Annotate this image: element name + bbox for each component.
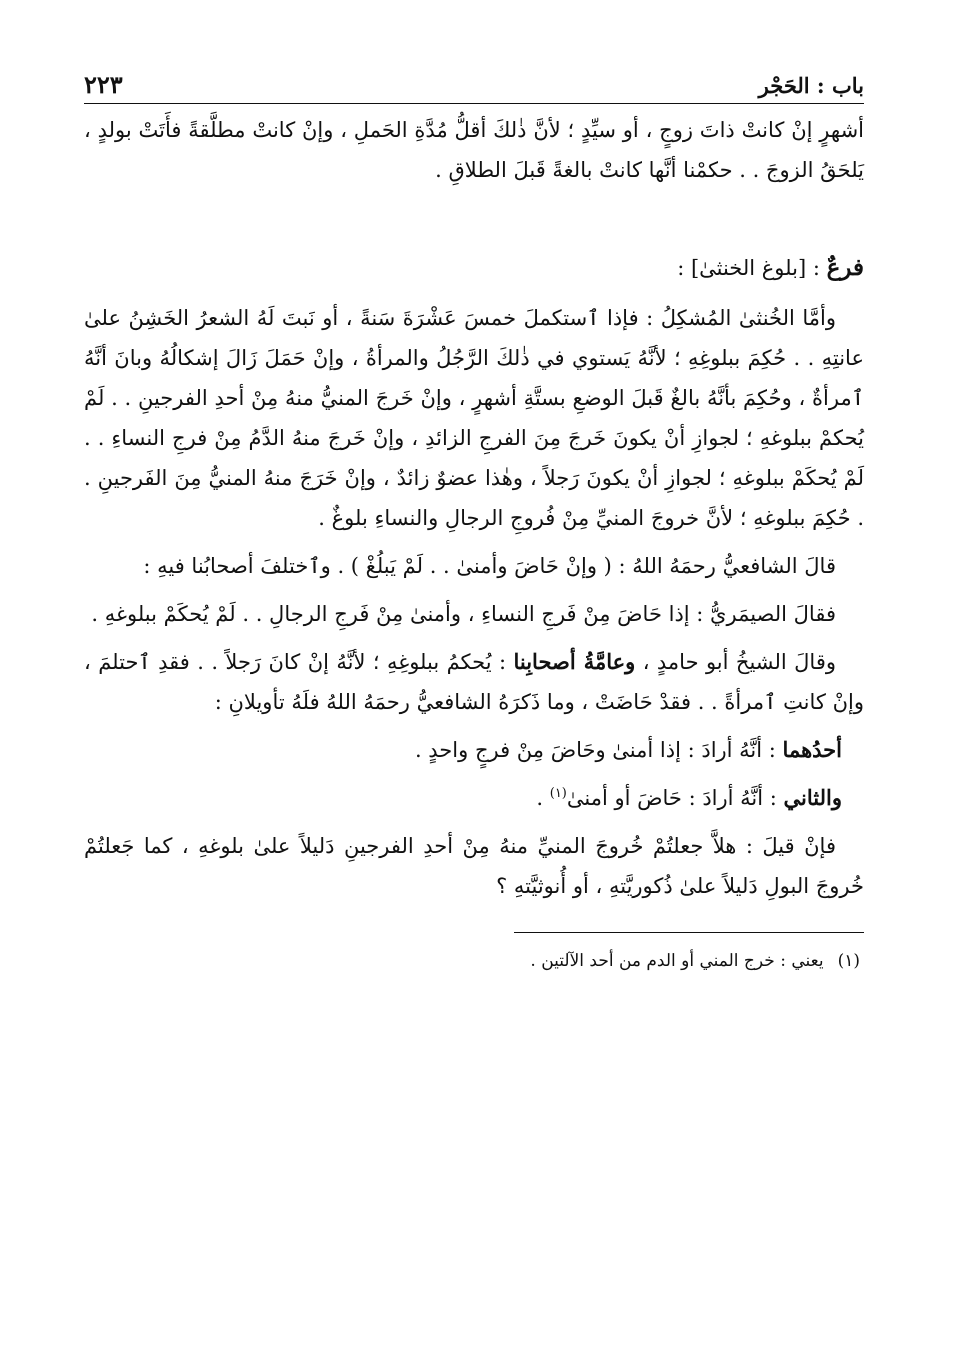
section-heading [84, 248, 864, 288]
main-text [84, 110, 864, 906]
interpretation-second-text: : أنَّهُ أرادَ : حَاضَ أو أمنىٰ [566, 786, 784, 810]
chapter-title: باب : الحَجْر [758, 73, 864, 98]
paragraph-hermaphrodite: وأمَّا الخُنثىٰ المُشكِلُ : فإذا ٱستكملَ خمسَ عَشْرَةَ سَنةً ، أو نَبتَ لَهُ الشعرُ الخَشِنُ علىٰ عانتِهِ . . حُكِمَ ببلوغِهِ ؛ لأنَّهُ يَستوي في ذٰلكَ الرَّجُلُ والمرأةُ ، وإنْ حَمَلَ زَالَ إشكالُهُ وبانَ أنَّهُ ٱمرأةٌ ، وحُكِمَ بأنَّهُ بالغٌ قَبلَ الوضعِ بستَّةِ أشهرٍ ، وإنْ خَرجَ المنيُّ منهُ مِنْ أحدِ الفرجينِ . . لَمْ يُحكمْ ببلوغهِ ؛ لجوازِ أنْ يكونَ خَرجَ مِنَ الفرجِ الزائدِ ، وإنْ خَرجَ منهُ الدَّمُ مِنْ فرجِ النساءِ . . لَمْ يُحكَمْ ببلوغهِ ؛ لجوازِ أنْ يكونَ رَجلاً ، وهٰذا عضوٌ زائدٌ ، وإنْ خَرَجَ منهُ المنيُّ مِنَ الفَرجينِ . . حُكِمَ ببلوغهِ ؛ لأنَّ خروجَ المنيِّ مِنْ فُروجِ الرجالِ والنساءِ بلوغٌ . [84, 306, 864, 530]
page-number: ٢٢٣ [84, 70, 123, 99]
section-label: فرعٌ [826, 254, 864, 281]
paragraph-saymari: فقالَ الصيمَريُّ : إذا حَاضَ مِنْ فَرجِ النساءِ ، وأمنىٰ مِنْ فَرجِ الرجالِ . . لَمْ يُحكَمْ ببلوغهِ . [91, 602, 836, 626]
abu-hamid-before: وقالَ الشيخُ أبو حامدٍ ، [635, 650, 837, 674]
footnote-text: يعني : خرج المني أو الدم من أحد الآلتين . [530, 951, 824, 971]
footnote-divider [514, 932, 864, 933]
section-title: : [بلوغ الخنثىٰ] : [677, 256, 827, 280]
abu-hamid-after: : يُحكمُ ببلوغِهِ ؛ لأنَّهُ إنْ كانَ رَجلاً . . فقدِ ٱحتلمَ ، وإنْ كانتِ ٱمرأةً . . فقدْ حَاضَتْ ، وما ذَكرَهُ الشافعيُّ رحمَهُ اللهُ فلَهُ تأويلانِ : [84, 650, 864, 714]
interpretation-second [84, 778, 864, 818]
footnote-reference[interactable]: (١) [549, 786, 567, 801]
footnote-number: (١) [837, 951, 860, 971]
page-header [84, 70, 864, 104]
document-page [84, 70, 864, 975]
footnote [84, 947, 864, 975]
interpretation-first [84, 730, 864, 770]
abu-hamid-bold: وعامَّةُ أصحابِنا [513, 649, 636, 674]
interpretation-second-end: . [536, 786, 550, 810]
interpretation-first-text: : أنَّهُ أرادَ : إذا أمنىٰ وحَاضَ مِنْ فرجٍ واحدٍ . [414, 738, 783, 762]
paragraph-abu-hamid [84, 642, 864, 722]
interpretation-second-label: والثاني [783, 785, 842, 810]
interpretation-first-label: أحدُهما [782, 737, 842, 762]
paragraph-objection: فإنْ قيلَ : هلاَّ جعلتُمْ خُروجَ المنيِّ منهُ مِنْ أحدِ الفرجينِ دَليلاً علىٰ بلوغهِ ، كما جَعلتُمْ خُروجَ البولِ دَليلاً علىٰ ذُكوريَّتهِ ، أو أُنوثيَّتهِ ؟ [84, 834, 864, 898]
paragraph-shafii-quote: قالَ الشافعيُّ رحمَهُ اللهُ : ( وإنْ حَاضَ وأمنىٰ . . لَمْ يَبلُغْ ) . وٱختلفَ أصحابُنا فيهِ : [143, 554, 836, 578]
paragraph-continuation: أشهرٍ إنْ كانتْ ذاتَ زوجٍ ، أو سيِّدٍ ؛ لأنَّ ذٰلكَ أقلُّ مُدَّةِ الحَملِ ، وإنْ كانتْ مطلَّقةً فأَتَتْ بولدٍ ، يَلحَقُ الزوجَ . . حكمْنا أنَّها كانتْ بالغةً قَبلَ الطلاقِ . [84, 118, 864, 182]
